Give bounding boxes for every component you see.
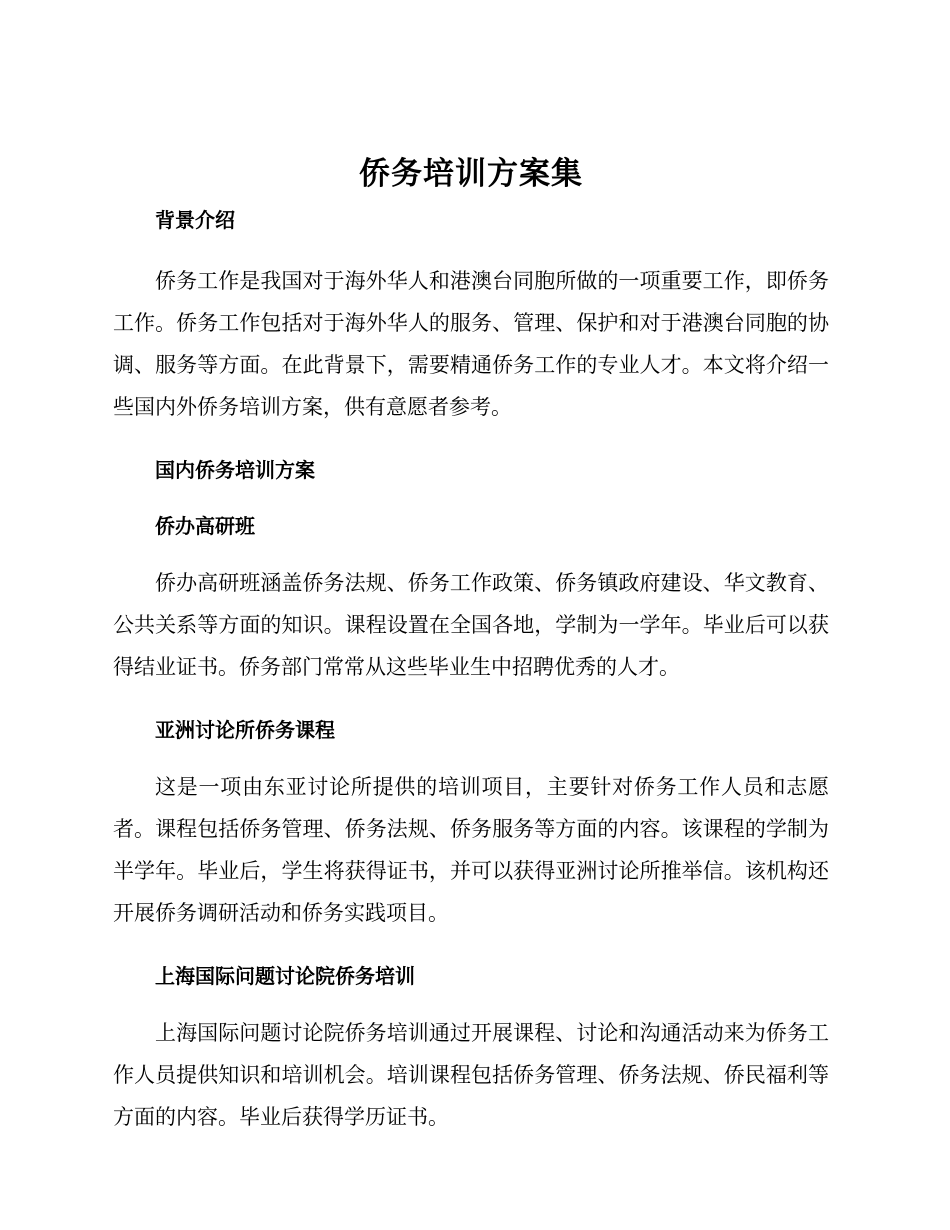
section-heading-background: 背景介绍: [155, 208, 235, 232]
section-heading-domestic: 国内侨务培训方案: [155, 458, 315, 482]
section-heading-qiaoban: 侨办高研班: [155, 514, 255, 538]
section-paragraph-shanghai: 上海国际问题讨论院侨务培训通过开展课程、讨论和沟通活动来为侨务工作人员提供知识和培训机会。培训课程包括侨务管理、侨务法规、侨民福利等方面的内容。毕业后获得学历证书。: [113, 1021, 829, 1129]
section-domestic-programs: [113, 456, 829, 484]
section-shanghai-institute: [113, 962, 829, 1138]
section-paragraph-qiaoban: 侨办高研班涵盖侨务法规、侨务工作政策、侨务镇政府建设、华文教育、公共关系等方面的知识。课程设置在全国各地，学制为一学年。毕业后可以获得结业证书。侨务部门常常从这些毕业生中招聘优秀的人才。: [113, 571, 829, 679]
section-asia-institute: [113, 716, 829, 934]
section-heading-shanghai: 上海国际问题讨论院侨务培训: [155, 964, 415, 988]
section-heading-asia: 亚洲讨论所侨务课程: [155, 718, 335, 742]
section-qiaoban-seminar: [113, 512, 829, 688]
document-title: 侨务培训方案集: [359, 156, 583, 192]
section-background: [113, 206, 829, 428]
section-paragraph-asia: 这是一项由东亚讨论所提供的培训项目，主要针对侨务工作人员和志愿者。课程包括侨务管理、侨务法规、侨务服务等方面的内容。该课程的学制为半学年。毕业后，学生将获得证书，并可以获得亚洲讨论所推举信。该机构还开展侨务调研活动和侨务实践项目。: [113, 775, 829, 925]
section-paragraph-background: 侨务工作是我国对于海外华人和港澳台同胞所做的一项重要工作，即侨务工作。侨务工作包括对于海外华人的服务、管理、保护和对于港澳台同胞的协调、服务等方面。在此背景下，需要精通侨务工作的专业人才。本文将介绍一些国内外侨务培训方案，供有意愿者参考。: [113, 269, 829, 419]
document-body: [113, 150, 829, 1138]
